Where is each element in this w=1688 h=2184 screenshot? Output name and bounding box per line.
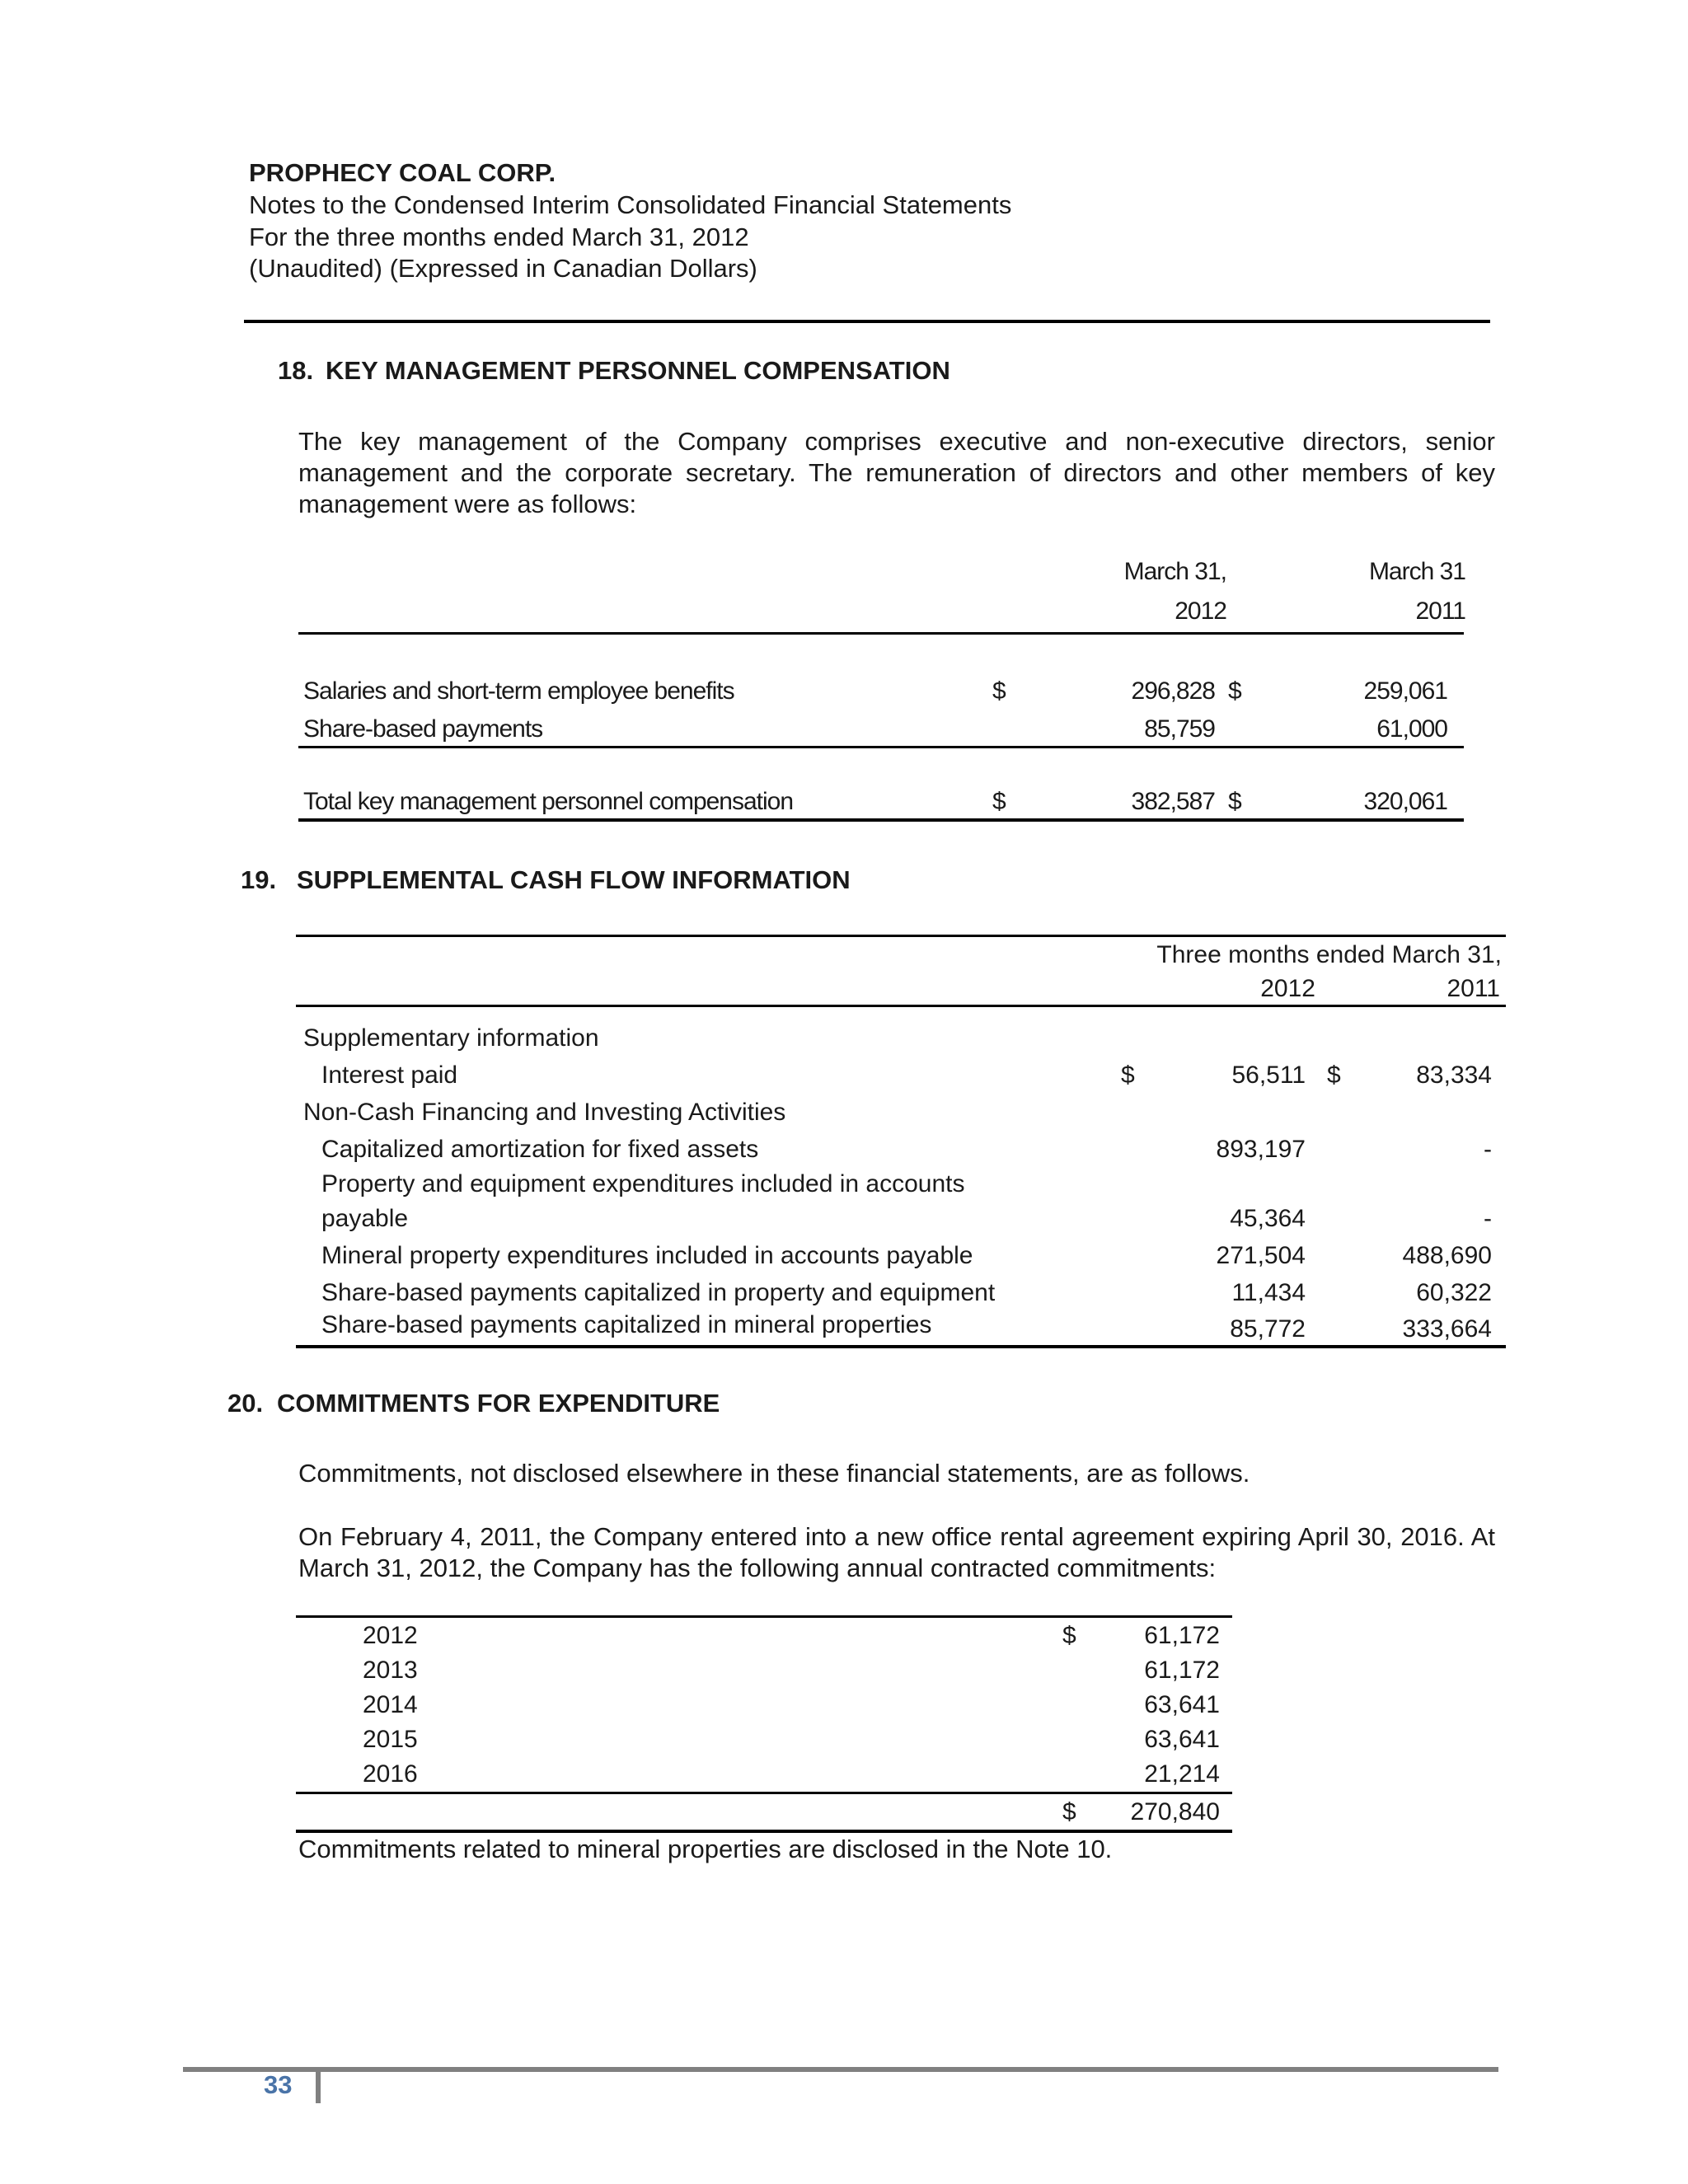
section-19-number: 19.: [241, 865, 277, 894]
s18-total-cur1: $: [992, 788, 1006, 815]
s18-row-1-label: Salaries and short-term employee benefits: [303, 677, 734, 705]
s20-total-value: 270,840: [1130, 1798, 1220, 1825]
s20-subtotal-rule: [296, 1792, 1232, 1794]
s19-period-head: Three months ended March 31,: [1156, 941, 1502, 968]
s20-note: Commitments related to mineral properties are disclosed in the Note 10.: [298, 1835, 1113, 1863]
s19-row-1-v2: -: [1484, 1136, 1492, 1163]
s18-row-2-v2: 61,000: [1376, 715, 1447, 743]
s19-top-rule: [296, 935, 1506, 937]
s20-row-2-value: 61,172: [1144, 1657, 1220, 1684]
s18-total-v1: 382,587: [1131, 788, 1215, 815]
s19-row-1-label: Capitalized amortization for fixed assets: [321, 1136, 759, 1163]
s18-row-2-v1: 85,759: [1144, 715, 1215, 743]
s19-row-4-v1: 11,434: [1231, 1279, 1306, 1306]
s18-col2-head2: 2011: [1415, 598, 1465, 625]
s19-head-rule: [296, 1005, 1506, 1007]
s20-row-5-year: 2016: [363, 1760, 418, 1788]
s20-total-cur: $: [1062, 1798, 1076, 1825]
footer-divider: [316, 2067, 321, 2103]
s19-row-2-v2: -: [1484, 1205, 1492, 1232]
s20-row-3-year: 2014: [363, 1691, 418, 1718]
s19-row-2-v1: 45,364: [1230, 1205, 1306, 1232]
section-20-number: 20.: [227, 1389, 264, 1418]
s19-interest-label: Interest paid: [321, 1062, 458, 1089]
s19-total-rule: [296, 1345, 1506, 1348]
s18-total-v2: 320,061: [1363, 788, 1447, 815]
s18-row-1-cur2: $: [1228, 677, 1242, 705]
s20-top-rule: [296, 1615, 1232, 1618]
s19-row-2-label: Property and equipment expenditures included in accounts: [321, 1170, 965, 1197]
s20-row-1-cur: $: [1062, 1622, 1076, 1649]
s19-row-3-v1: 271,504: [1216, 1242, 1306, 1269]
footer-bar: [183, 2067, 1498, 2072]
s19-group-1: Supplementary information: [303, 1024, 599, 1052]
section-19-title: SUPPLEMENTAL CASH FLOW INFORMATION: [297, 865, 851, 894]
s19-interest-v1: 56,511: [1231, 1062, 1306, 1089]
company-name: PROPHECY COAL CORP.: [249, 158, 556, 187]
s19-row-4-v2: 60,322: [1416, 1279, 1492, 1306]
s19-col2-head: 2011: [1447, 975, 1500, 1002]
s18-col1-head1: March 31,: [1123, 558, 1226, 585]
s20-row-3-value: 63,641: [1144, 1691, 1220, 1718]
section-18-paragraph: The key management of the Company comprises executive and non-executive directors, senior management and the corporate secretary. The remuneration of directors and other members of key management were as follows:: [298, 427, 1495, 518]
s19-col1-head: 2012: [1260, 975, 1315, 1002]
section-20-paragraph-1: Commitments, not disclosed elsewhere in these financial statements, are as follows.: [298, 1459, 1250, 1488]
s18-subtotal-rule: [298, 746, 1464, 748]
s19-row-3-v2: 488,690: [1402, 1242, 1492, 1269]
s18-row-2-label: Share-based payments: [303, 715, 543, 743]
s18-col2-head1: March 31: [1368, 558, 1465, 585]
s18-total-cur2: $: [1228, 788, 1242, 815]
s19-row-4-label: Share-based payments capitalized in property and equipment: [321, 1279, 996, 1306]
s19-row-3-label: Mineral property expenditures included in accounts payable: [321, 1242, 973, 1269]
s18-total-rule: [298, 818, 1464, 822]
s18-col1-head2: 2012: [1175, 598, 1226, 625]
s19-row-2-label-cont: payable: [321, 1205, 409, 1232]
header-rule: [244, 320, 1490, 323]
s20-row-4-year: 2015: [363, 1726, 418, 1753]
s20-total-rule: [296, 1830, 1232, 1833]
s19-row-5-label: Share-based payments capitalized in mineral properties: [321, 1311, 932, 1338]
s18-total-label: Total key management personnel compensation: [303, 788, 794, 815]
s19-interest-v2: 83,334: [1416, 1062, 1492, 1089]
section-18-title: KEY MANAGEMENT PERSONNEL COMPENSATION: [326, 356, 950, 385]
s18-row-1-v2: 259,061: [1363, 677, 1447, 705]
s20-row-4-value: 63,641: [1144, 1726, 1220, 1753]
s20-row-1-year: 2012: [363, 1622, 418, 1649]
section-18-number: 18.: [278, 356, 314, 385]
s19-row-1-v1: 893,197: [1216, 1136, 1306, 1163]
s18-row-1-cur1: $: [992, 677, 1006, 705]
s20-row-2-year: 2013: [363, 1657, 418, 1684]
section-20-paragraph-2: On February 4, 2011, the Company entered into a new office rental agreement expiring April 30, 2016. At March 31, 2012, the Company has the following annual contracted commitments:: [298, 1522, 1495, 1582]
s19-row-5-v2: 333,664: [1402, 1315, 1492, 1343]
s20-row-1-value: 61,172: [1144, 1622, 1220, 1649]
page-number: 33: [264, 2070, 293, 2099]
s20-row-5-value: 21,214: [1144, 1760, 1220, 1788]
s19-row-5-v1: 85,772: [1230, 1315, 1306, 1343]
s19-interest-cur1: $: [1121, 1062, 1135, 1089]
s19-interest-cur2: $: [1327, 1062, 1341, 1089]
section-20-title: COMMITMENTS FOR EXPENDITURE: [277, 1389, 720, 1418]
header-line-2: For the three months ended March 31, 2012: [249, 223, 749, 251]
s18-head-rule: [298, 632, 1464, 635]
s18-row-1-v1: 296,828: [1131, 677, 1215, 705]
s19-group-2: Non-Cash Financing and Investing Activities: [303, 1099, 786, 1126]
header-line-3: (Unaudited) (Expressed in Canadian Dollars): [249, 254, 757, 283]
header-line-1: Notes to the Condensed Interim Consolidated Financial Statements: [249, 190, 1012, 219]
